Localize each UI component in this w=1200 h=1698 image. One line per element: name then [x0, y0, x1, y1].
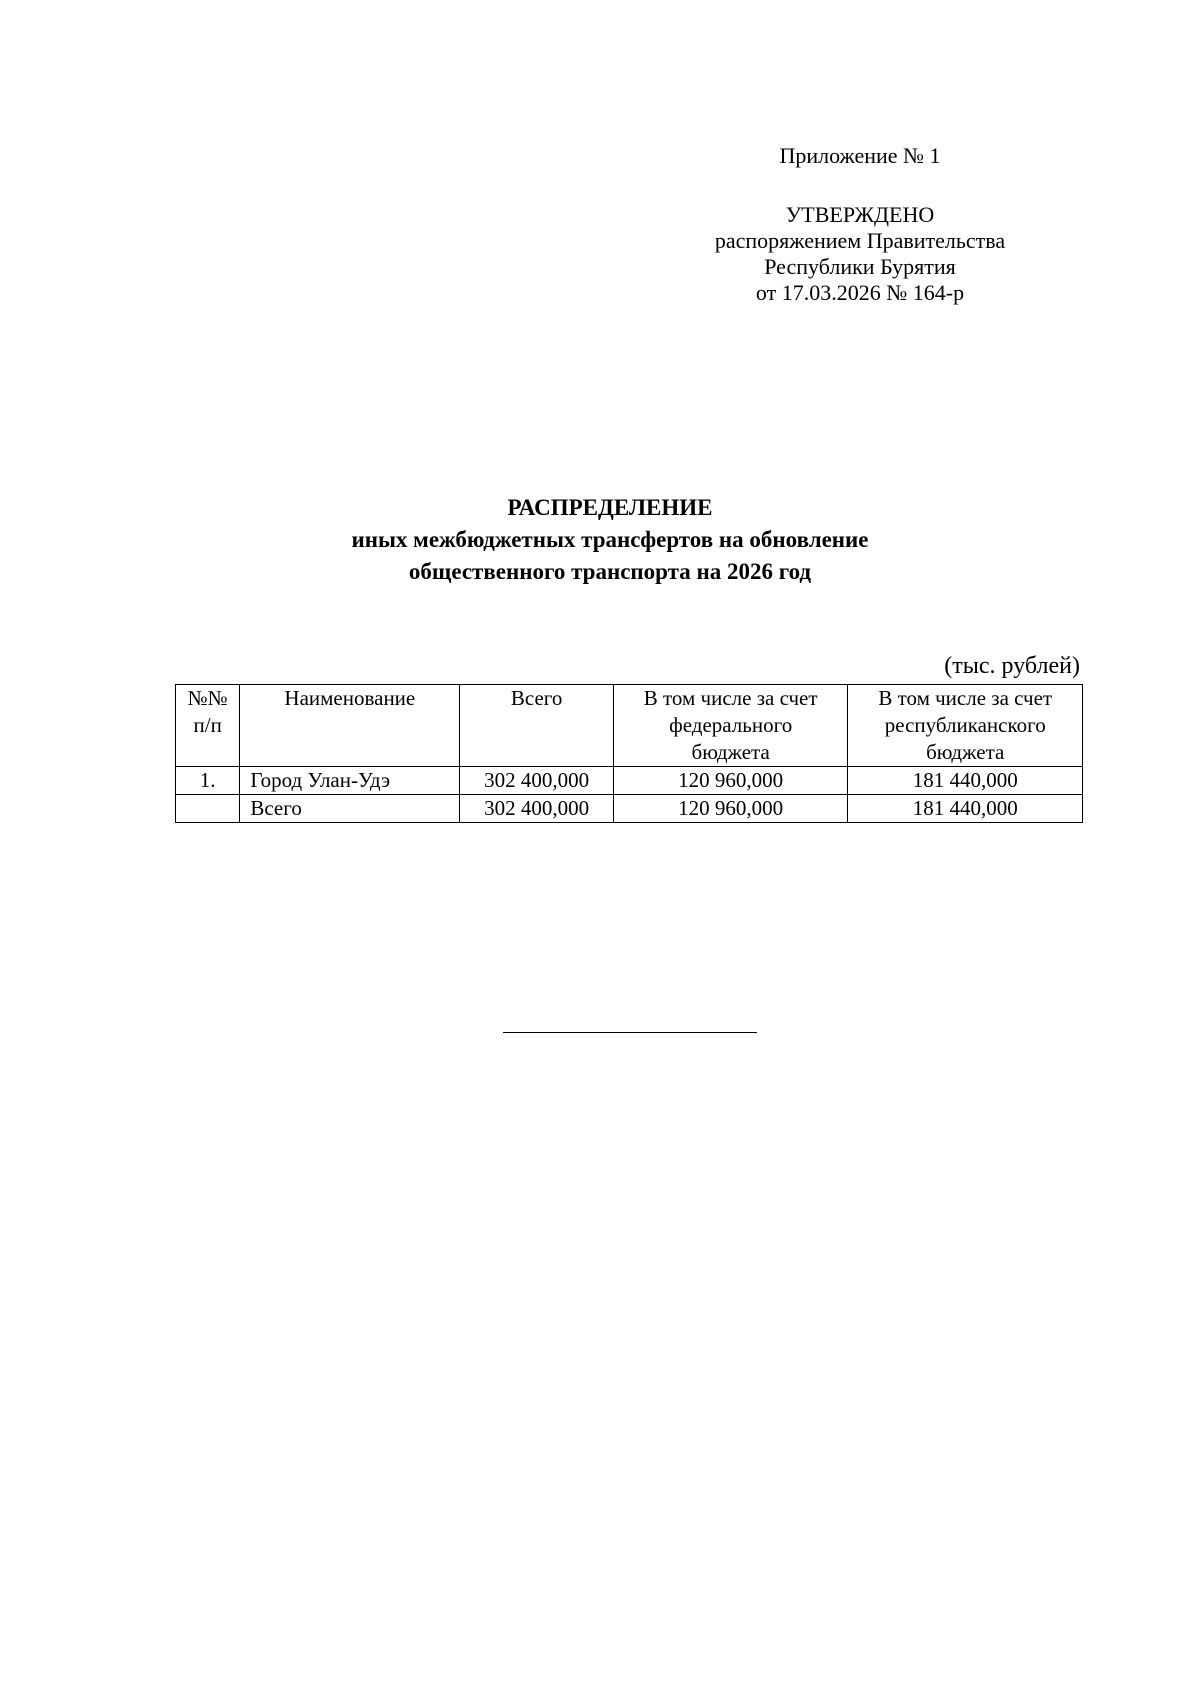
approved-by-line-2: Республики Бурятия: [764, 254, 956, 279]
header-name: [240, 685, 460, 767]
row-federal: 120 960,000: [613, 767, 848, 795]
header-total: [460, 685, 614, 767]
document-title: [200, 492, 1020, 588]
header-republic: [848, 685, 1083, 767]
header-federal-line-2: федерального: [669, 713, 793, 737]
header-republic-line-3: бюджета: [926, 740, 1005, 764]
header-number-line-1: №№: [187, 686, 228, 710]
closing-rule: [503, 1032, 757, 1033]
header-name-text: Наименование: [284, 686, 416, 710]
header-federal-line-1: В том числе за счет: [643, 686, 818, 710]
approved-by-line-1: распоряжением Правительства: [714, 228, 1006, 253]
total-row-name: Всего: [240, 795, 460, 823]
approval-block: [680, 202, 1040, 306]
header-number-line-2: п/п: [193, 713, 222, 737]
row-total: 302 400,000: [460, 767, 614, 795]
row-name: Город Улан-Удэ: [240, 767, 460, 795]
header-republic-line-1: В том числе за счет: [878, 686, 1053, 710]
total-row-number: [176, 795, 240, 823]
table-header-row: [176, 685, 1083, 767]
table-total-row: [176, 795, 1083, 823]
title-line-1: РАСПРЕДЕЛЕНИЕ: [507, 495, 713, 520]
table-row: [176, 767, 1083, 795]
header-republic-line-2: республиканского: [884, 713, 1046, 737]
header-number: [176, 685, 240, 767]
header-federal: [613, 685, 848, 767]
total-row-total: 302 400,000: [460, 795, 614, 823]
allocation-table: [175, 684, 1083, 823]
total-row-federal: 120 960,000: [613, 795, 848, 823]
unit-note: (тыс. рублей): [944, 653, 1080, 679]
header-total-text: Всего: [510, 686, 563, 710]
annex-label: Приложение № 1: [779, 143, 941, 168]
total-row-republic: 181 440,000: [848, 795, 1083, 823]
approved-date-line: от 17.03.2026 № 164-р: [755, 280, 965, 305]
row-republic: 181 440,000: [848, 767, 1083, 795]
title-line-3: общественного транспорта на 2026 год: [408, 559, 812, 584]
title-line-2: иных межбюджетных трансфертов на обновление: [351, 527, 869, 552]
row-number: 1.: [176, 767, 240, 795]
approved-word: УТВЕРЖДЕНО: [785, 202, 935, 227]
header-federal-line-3: бюджета: [691, 740, 770, 764]
